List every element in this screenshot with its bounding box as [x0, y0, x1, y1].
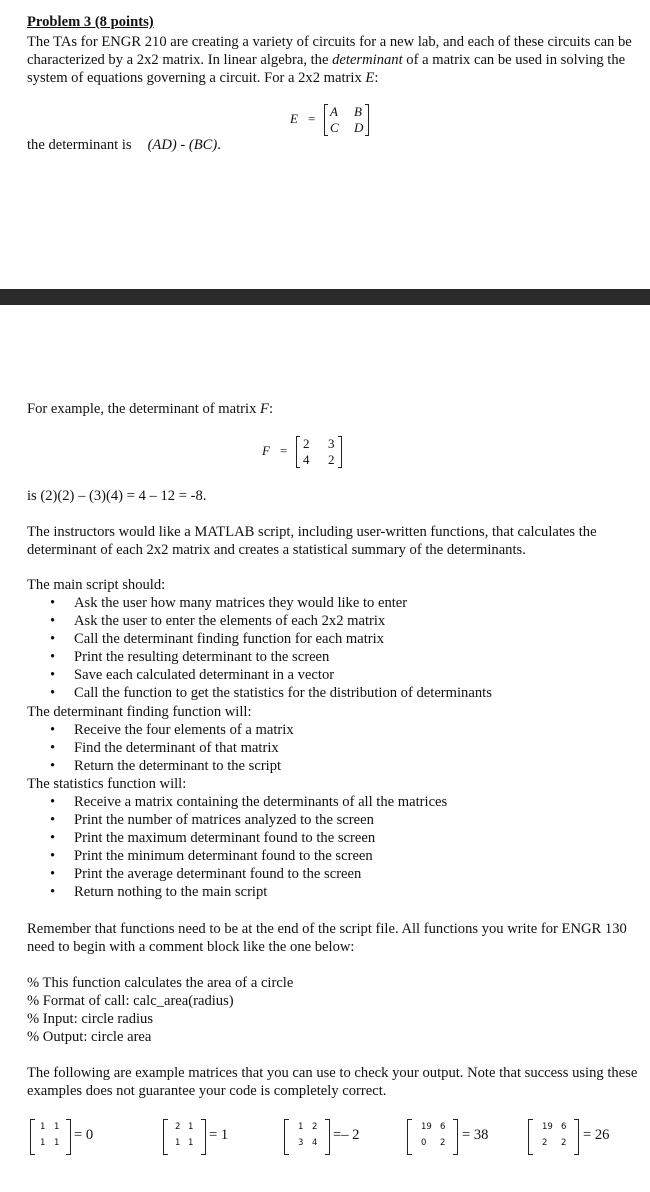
comment-block: [27, 974, 293, 1046]
list-item: • Print the minimum determinant found to the screen: [0, 847, 447, 865]
list-item: • Find the determinant of that matrix: [0, 739, 294, 757]
example-left-bracket: [407, 1119, 412, 1155]
list-item: • Ask the user how many matrices they would like to enter: [0, 594, 492, 612]
list-item: • Ask the user to enter the elements of each 2x2 matrix: [0, 612, 492, 630]
request-paragraph: The instructors would like a MATLAB script, including user-written functions, that calculates the determinant of each 2x2 matrix and creates a statistical summary of the determinants.: [27, 524, 597, 558]
comment-line: % Format of call: calc_area(radius): [27, 993, 234, 1009]
example-cell: 1: [54, 1138, 60, 1148]
example-cell: 2: [312, 1122, 318, 1132]
example-right-bracket: [201, 1119, 206, 1155]
intro-paragraph: [27, 33, 639, 87]
matrix-e-equals: =: [308, 111, 316, 126]
example-left-bracket: [163, 1119, 168, 1155]
example-matrix-5: [528, 1119, 628, 1155]
example-cell: 19: [542, 1122, 553, 1132]
example-matrix-1: [30, 1119, 120, 1155]
example-cell: 1: [188, 1138, 194, 1148]
example-cell: 2: [175, 1122, 181, 1132]
example-cell: 6: [561, 1122, 567, 1132]
example-result: = 1: [209, 1127, 229, 1143]
example-matrix-3: [284, 1119, 384, 1155]
determinant-definition-end: .: [217, 137, 221, 153]
example-cell: 1: [175, 1138, 181, 1148]
problem-title: Problem 3 (8 points): [27, 14, 154, 30]
example-left-bracket: [30, 1119, 35, 1155]
list-item: • Print the maximum determinant found to the screen: [0, 829, 447, 847]
matrix-f-b: 3: [328, 436, 335, 451]
intro-text-1: The TAs for ENGR 210 are creating a variety of circuits for a new lab, and each of these circuits can be characterized by a 2x2 matrix. In linear algebra, the: [27, 34, 632, 68]
comment-line: % Input: circle radius: [27, 1011, 154, 1027]
matrix-f-c: 4: [303, 452, 310, 467]
matrix-f-label: F: [262, 443, 270, 458]
example-right-bracket: [574, 1119, 579, 1155]
list-item: • Receive a matrix containing the determinants of all the matrices: [0, 793, 447, 811]
determinant-formula: (AD) - (BC): [147, 137, 218, 153]
example-cell: 1: [54, 1122, 60, 1132]
matrix-e-b: B: [354, 104, 362, 119]
example-cell: 2: [440, 1138, 446, 1148]
intro-variable: E: [365, 70, 375, 86]
example-matrix-4: [407, 1119, 507, 1155]
matrix-f-left-bracket: [296, 436, 300, 468]
example-right-bracket: [453, 1119, 458, 1155]
example-cell: 1: [40, 1122, 46, 1132]
list-item: • Print the average determinant found to the screen: [0, 865, 447, 883]
matrix-f: [262, 434, 352, 470]
list-item: • Receive the four elements of a matrix: [0, 721, 294, 739]
example-cell: 0: [421, 1138, 427, 1148]
matrix-e-right-bracket: [365, 104, 369, 136]
main-script-list: [0, 594, 492, 702]
example-right-bracket: [66, 1119, 71, 1155]
list-item: • Print the resulting determinant to the screen: [0, 648, 492, 666]
example-cell: 2: [542, 1138, 548, 1148]
matrix-f-equals: =: [280, 443, 288, 458]
example-result: =– 2: [333, 1127, 360, 1143]
example-left-bracket: [284, 1119, 289, 1155]
example-result: = 26: [583, 1127, 610, 1143]
example-cell: 6: [440, 1122, 446, 1132]
example-lead-variable: F: [260, 401, 269, 417]
list-item: • Print the number of matrices analyzed to the screen: [0, 811, 447, 829]
list-item: • Return nothing to the main script: [0, 883, 447, 901]
matrix-f-right-bracket: [338, 436, 342, 468]
matrix-e: [290, 102, 380, 138]
determinant-definition: [27, 137, 221, 154]
example-cell: 1: [298, 1122, 304, 1132]
example-lead-text: For example, the determinant of matrix: [27, 401, 261, 417]
example-result: = 0: [74, 1127, 94, 1143]
example-lead: [27, 401, 273, 418]
example-matrix-2: [163, 1119, 253, 1155]
comment-line: % Output: circle area: [27, 1029, 152, 1045]
example-cell: 1: [188, 1122, 194, 1132]
list-item: • Save each calculated determinant in a vector: [0, 666, 492, 684]
stats-function-list: [0, 793, 447, 901]
intro-text-2: of a matrix can be used in solving the system of equations governing a circuit. For a 2x2 matrix: [27, 52, 626, 86]
list-item: • Call the function to get the statistics for the distribution of determinants: [0, 684, 492, 702]
example-left-bracket: [528, 1119, 533, 1155]
list-item: • Return the determinant to the script: [0, 757, 294, 775]
comment-line: % This function calculates the area of a circle: [27, 975, 294, 991]
stats-function-heading: The statistics function will:: [27, 776, 187, 792]
example-result: = 38: [462, 1127, 489, 1143]
intro-end: :: [374, 70, 379, 86]
matrix-e-label: E: [290, 111, 298, 126]
example-cell: 2: [561, 1138, 567, 1148]
example-right-bracket: [325, 1119, 330, 1155]
det-function-heading: The determinant finding function will:: [27, 704, 252, 720]
example-cell: 19: [421, 1122, 432, 1132]
examples-intro: The following are example matrices that you can use to check your output. Note that success using these examples does not guarantee your code is completely correct.: [27, 1065, 638, 1099]
example-lead-end: :: [268, 401, 274, 417]
determinant-definition-text: the determinant is: [27, 137, 132, 153]
matrix-f-d: 2: [328, 452, 335, 467]
page-break-band: [0, 289, 650, 305]
main-script-heading: The main script should:: [27, 577, 166, 593]
intro-emphasis: determinant: [332, 52, 403, 68]
example-cell: 3: [298, 1138, 304, 1148]
matrix-e-left-bracket: [324, 104, 328, 136]
example-cell: 1: [40, 1138, 46, 1148]
example-cell: 4: [312, 1138, 318, 1148]
matrix-f-a: 2: [303, 436, 310, 451]
example-result: is (2)(2) – (3)(4) = 4 – 12 = -8.: [27, 488, 207, 504]
list-item: • Call the determinant finding function for each matrix: [0, 630, 492, 648]
matrix-e-c: C: [330, 120, 339, 135]
matrix-e-a: A: [330, 104, 338, 119]
det-function-list: [0, 721, 294, 775]
reminder-paragraph: Remember that functions need to be at the end of the script file. All functions you write for ENGR 130 need to begin with a comment block like the one below:: [27, 921, 627, 955]
matrix-e-d: D: [354, 120, 364, 135]
